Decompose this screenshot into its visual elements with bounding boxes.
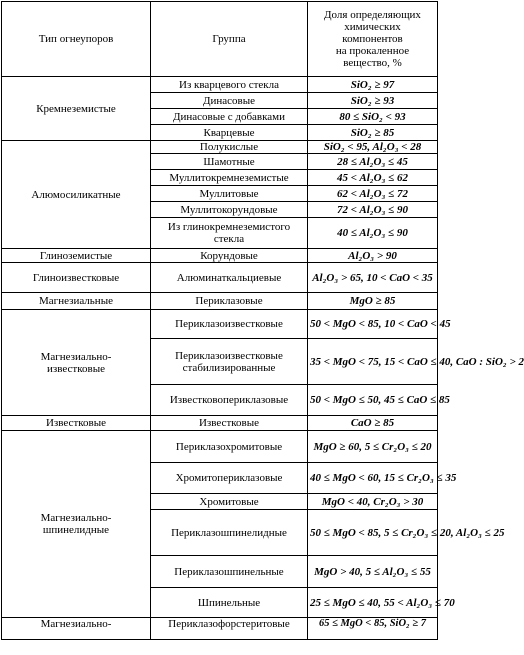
group-cell: Муллитокремнеземистые	[151, 170, 308, 186]
header-row	[2, 2, 438, 77]
type-cell: Кремнеземистые	[2, 77, 151, 141]
table-row	[2, 263, 438, 293]
group-cell: Периклазоизвестковые стабилизированные	[151, 339, 308, 385]
table-row	[2, 77, 438, 93]
table-row	[2, 249, 438, 263]
formula-cell: 50 ≤ MgO < 85, 5 ≤ Cr₂O₃ ≤ 20, Al₂O₃ ≤ 25	[308, 510, 438, 556]
type-cell: Известковые	[2, 416, 151, 431]
group-cell: Хромитовые	[151, 494, 308, 510]
formula-cell: 35 < MgO < 75, 15 < CaO ≤ 40, CaO : SiO₂ > 2	[308, 339, 438, 385]
type-cell: Алюмосиликатные	[2, 141, 151, 249]
group-cell: Известковопериклазовые	[151, 385, 308, 416]
table-row	[2, 310, 438, 339]
formula-cell: Al₂O₃ > 65, 10 < CaO < 35	[308, 263, 438, 293]
type-cell: Глиноземистые	[2, 249, 151, 263]
formula-cell: 28 ≤ Al₂O₃ ≤ 45	[308, 154, 438, 170]
group-cell: Муллитокорундовые	[151, 202, 308, 218]
formula-cell: 40 ≤ MgO < 60, 15 ≤ Cr₂O₃ ≤ 35	[308, 463, 438, 494]
formula-cell: SiO₂ ≥ 85	[308, 125, 438, 141]
type-cell: Магнезиально- шпинелидные	[2, 431, 151, 618]
group-cell: Периклазофорстеритовые	[151, 618, 308, 640]
formula-cell: 45 < Al₂O₃ ≤ 62	[308, 170, 438, 186]
formula-cell: 50 < MgO < 85, 10 < CaO < 45	[308, 310, 438, 339]
formula-cell: MgO > 40, 5 ≤ Al₂O₃ ≤ 55	[308, 556, 438, 588]
formula-cell: MgO < 40, Cr₂O₃ > 30	[308, 494, 438, 510]
formula-cell: 72 < Al₂O₃ ≤ 90	[308, 202, 438, 218]
group-cell: Корундовые	[151, 249, 308, 263]
formula-cell: MgO ≥ 85	[308, 293, 438, 310]
table-row	[2, 618, 438, 640]
formula-cell: SiO₂ ≥ 93	[308, 93, 438, 109]
group-cell: Периклазошпинельные	[151, 556, 308, 588]
group-cell: Динасовые с добавками	[151, 109, 308, 125]
formula-cell: SiO₂ ≥ 97	[308, 77, 438, 93]
formula-cell: 50 < MgO ≤ 50, 45 ≤ CaO ≤ 85	[308, 385, 438, 416]
group-cell: Из кварцевого стекла	[151, 77, 308, 93]
type-cell: Магнезиальные	[2, 293, 151, 310]
header-share: Доля определяющих химических компонентов на прокаленное вещество, %	[308, 2, 438, 77]
formula-cell: 62 < Al₂O₃ ≤ 72	[308, 186, 438, 202]
group-cell: Из глинокремнеземистого стекла	[151, 218, 308, 249]
group-cell: Периклазошпинелидные	[151, 510, 308, 556]
group-cell: Периклазоизвестковые	[151, 310, 308, 339]
group-cell: Периклазовые	[151, 293, 308, 310]
group-cell: Динасовые	[151, 93, 308, 109]
type-cell: Магнезиально- известковые	[2, 310, 151, 416]
formula-cell: 80 ≤ SiO₂ < 93	[308, 109, 438, 125]
group-cell: Периклазохромитовые	[151, 431, 308, 463]
type-cell: Глиноизвестковые	[2, 263, 151, 293]
formula-cell: 25 ≤ MgO ≤ 40, 55 < Al₂O₃ ≤ 70	[308, 588, 438, 618]
group-cell: Известковые	[151, 416, 308, 431]
type-cell: Магнезиально-	[2, 618, 151, 640]
group-cell: Шпинельные	[151, 588, 308, 618]
table-row	[2, 431, 438, 463]
table-row	[2, 293, 438, 310]
table-row	[2, 141, 438, 154]
group-cell: Муллитовые	[151, 186, 308, 202]
formula-cell: SiO₂ < 95, Al₂O₃ < 28	[308, 141, 438, 154]
group-cell: Алюминаткальциевые	[151, 263, 308, 293]
header-type: Тип огнеупоров	[2, 2, 151, 77]
header-group: Группа	[151, 2, 308, 77]
group-cell: Шамотные	[151, 154, 308, 170]
formula-cell: 40 ≤ Al₂O₃ ≤ 90	[308, 218, 438, 249]
group-cell: Полукислые	[151, 141, 308, 154]
table-row	[2, 416, 438, 431]
group-cell: Хромитопериклазовые	[151, 463, 308, 494]
group-cell: Кварцевые	[151, 125, 308, 141]
refractories-table	[1, 1, 524, 640]
formula-cell: CaO ≥ 85	[308, 416, 438, 431]
formula-cell: MgO ≥ 60, 5 ≤ Cr₂O₃ ≤ 20	[308, 431, 438, 463]
formula-cell: Al₂O₃ > 90	[308, 249, 438, 263]
formula-cell: 65 ≤ MgO < 85, SiO₂ ≥ 7	[308, 618, 438, 640]
